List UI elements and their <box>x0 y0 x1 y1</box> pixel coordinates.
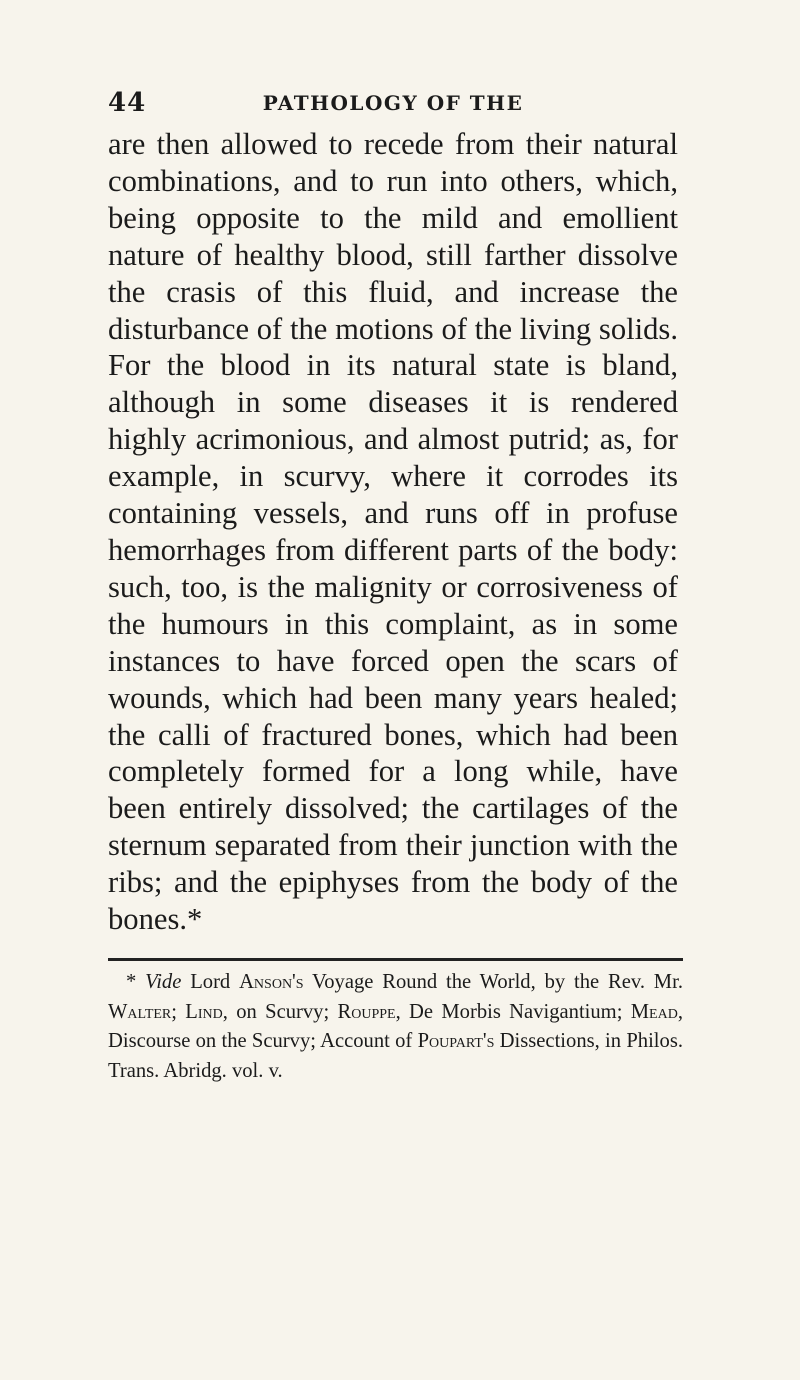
footnote-rule <box>108 958 683 961</box>
page-header <box>108 88 678 118</box>
footnote-text: Lord <box>181 971 240 993</box>
footnote-text: , on Scurvy; <box>222 1000 338 1023</box>
footnote-author-walter: Walter <box>108 1000 172 1023</box>
footnote-author-lind: Lind <box>185 1000 223 1023</box>
body-paragraph: are then allowed to recede from their natural combinations, and to run into others, which, being opposite to the mild and emollient nature of healthy blood, still farther dissolve the crasis of this fluid, and increase the disturbance of the motions of the living solids. For the blood in its natural state is bland, although in some diseases it is rendered highly acrimonious, and almost putrid; as, for example, in scurvy, where it corrodes its containing vessels, and runs off in profuse hemorrhages from different parts of the body: such, too, is the malignity or corrosiveness of the humours in this complaint, as in some instances to have forced open the scars of wounds, which had been many years healed; the calli of fractured bones, which had been completely formed for a long while, have been entirely dissolved; the cartilages of the sternum separated from their junction with the ribs; and the epiphyses from the body of the bones.* <box>108 127 678 937</box>
footnote <box>108 968 683 1086</box>
footnote-text: Dissections, in Philos. Trans. Abridg. vol. v. <box>108 1030 683 1082</box>
footnote-marker: * <box>126 971 137 993</box>
footnote-text: Voyage Round the World, by the Rev. Mr. <box>303 971 683 993</box>
footnote-text: , Discourse on the Scurvy; Account of <box>108 1000 683 1052</box>
footnote-author-rouppe: Rouppe <box>337 1000 396 1023</box>
footnote-vide: Vide <box>145 971 182 993</box>
footnote-text: ; <box>171 1000 186 1023</box>
running-head: PATHOLOGY OF THE <box>262 91 524 115</box>
footnote-author-anson: Anson's <box>239 971 304 993</box>
footnote-author-mead: Mead <box>630 1000 678 1023</box>
footnote-author-poupart: Poupart's <box>417 1030 495 1052</box>
page-number: 44 <box>108 88 147 118</box>
footnote-text: , De Morbis Navigantium; <box>395 1000 631 1023</box>
